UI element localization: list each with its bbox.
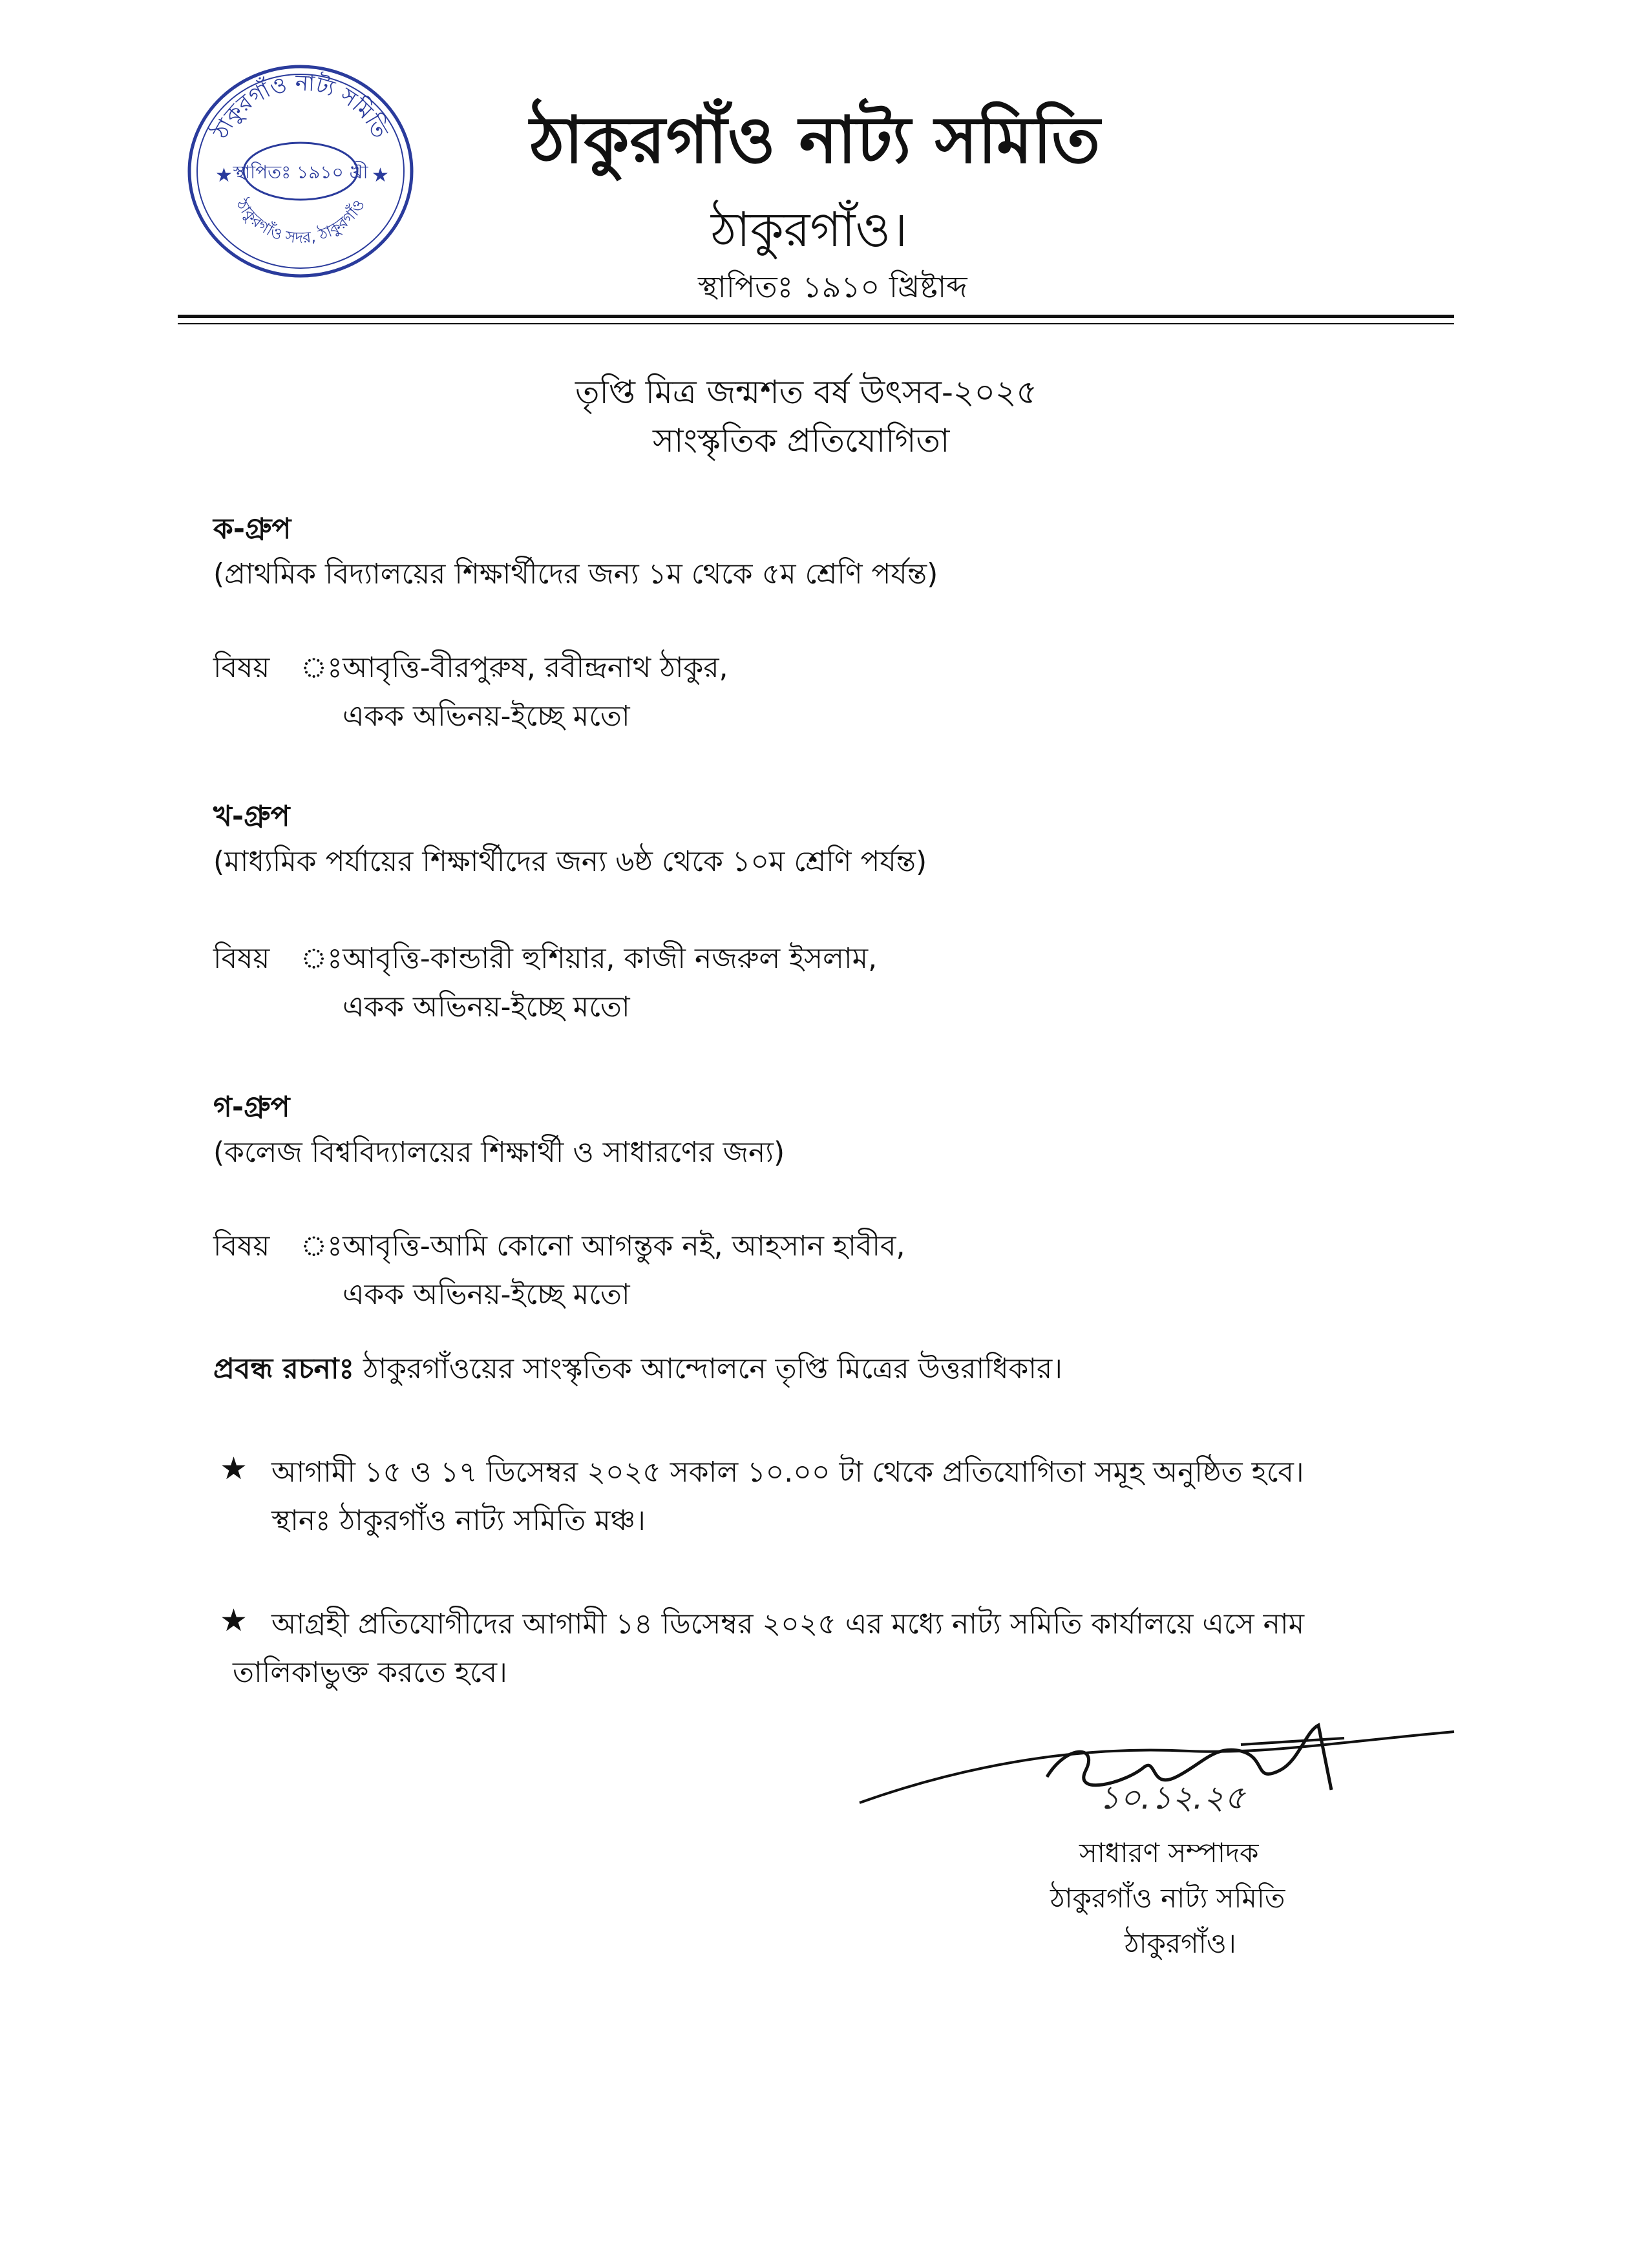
event-title: তৃপ্তি মিত্র জন্মশত বর্ষ উৎসব-২০২৫ xyxy=(575,373,1037,411)
group-b-description: (মাধ্যমিক পর্যায়ের শিক্ষার্থীদের জন্য ৬ষ্ঠ থেকে ১০ম শ্রেণি পর্যন্ত) xyxy=(213,845,927,878)
group-b-title: খ-গ্রুপ xyxy=(213,800,290,833)
header-divider-thick xyxy=(178,315,1454,318)
essay-topic xyxy=(213,1347,1062,1394)
header-divider-thin xyxy=(178,323,1454,324)
seal-center-text: স্থাপিতঃ ১৯১০ খ্রী xyxy=(233,162,368,183)
group-a-subject-colon: ঃ xyxy=(301,651,343,684)
svg-text:ঠাকুরগাঁও সদর, ঠাকুরগাঁও xyxy=(232,195,368,247)
group-c-subject-line-1: আবৃত্তি-আমি কোনো আগন্তুক নই, আহসান হাবীব, xyxy=(343,1230,905,1263)
group-a-title: ক-গ্রুপ xyxy=(213,512,291,545)
note-1-line-1: আগামী ১৫ ও ১৭ ডিসেম্বর ২০২৫ সকাল ১০.০০ টা থেকে প্রতিযোগিতা সমূহ অনুষ্ঠিত হবে। xyxy=(271,1456,1304,1489)
group-b-subject-line-2: একক অভিনয়-ইচ্ছে মতো xyxy=(343,991,630,1024)
essay-text: ঠাকুরগাঁওয়ের সাংস্কৃতিক আন্দোলনে তৃপ্তি মিত্রের উত্তরাধিকার। xyxy=(363,1352,1062,1385)
group-c-description: (কলেজ বিশ্ববিদ্যালয়ের শিক্ষার্থী ও সাধারণের জন্য) xyxy=(213,1136,785,1169)
group-c-title: গ-গ্রুপ xyxy=(213,1091,290,1124)
seal-bottom-text: ঠাকুরগাঁও সদর, ঠাকুরগাঁও xyxy=(232,196,368,247)
group-a-description: (প্রাথমিক বিদ্যালয়ের শিক্ষার্থীদের জন্য ১ম থেকে ৫ম শ্রেণি পর্যন্ত) xyxy=(213,558,938,591)
note-2-line-1: আগ্রহী প্রতিযোগীদের আগামী ১৪ ডিসেম্বর ২০২৫ এর মধ্যে নাট্য সমিতি কার্যালয়ে এসে নাম xyxy=(271,1608,1305,1641)
group-a-subject-line-2: একক অভিনয়-ইচ্ছে মতো xyxy=(343,700,630,733)
star-bullet-icon: ★ xyxy=(220,1602,248,1639)
organization-seal xyxy=(184,61,417,281)
signatory-organization: ঠাকুরগাঁও নাট্য সমিতি xyxy=(1050,1882,1285,1914)
note-2-line-2: তালিকাভুক্ত করতে হবে। xyxy=(233,1656,507,1689)
seal-star-right-icon: ★ xyxy=(372,164,389,187)
seal-star-left-icon: ★ xyxy=(215,164,233,187)
organization-city: ঠাকুরগাঁও। xyxy=(711,202,908,258)
svg-text:ঠাকুরগাঁও নাট্য সমিতি xyxy=(206,70,393,143)
group-a-subject-label: বিষয় xyxy=(213,651,270,684)
event-subtitle: সাংস্কৃতিক প্রতিযোগিতা xyxy=(653,422,950,459)
group-c-subject-line-2: একক অভিনয়-ইচ্ছে মতো xyxy=(343,1278,630,1311)
seal-ring-text: ঠাকুরগাঁও নাট্য সমিতি xyxy=(207,70,394,143)
handwritten-date: ১০.১২.২৫ xyxy=(1099,1779,1245,1816)
group-a-subject-line-1: আবৃত্তি-বীরপুরুষ, রবীন্দ্রনাথ ঠাকুর, xyxy=(343,651,728,684)
essay-label: প্রবন্ধ রচনাঃ xyxy=(213,1352,354,1385)
signatory-city: ঠাকুরগাঁও। xyxy=(1125,1927,1236,1959)
star-bullet-icon: ★ xyxy=(220,1451,248,1487)
group-c-subject-colon: ঃ xyxy=(301,1230,343,1263)
group-c-subject-label: বিষয় xyxy=(213,1230,270,1263)
signatory-designation: সাধারণ সম্পাদক xyxy=(1079,1837,1259,1869)
group-b-subject-colon: ঃ xyxy=(301,942,343,975)
founded-line: স্থাপিতঃ ১৯১০ খ্রিষ্টাব্দ xyxy=(698,269,967,304)
organization-name: ঠাকুরগাঁও নাট্য সমিতি xyxy=(530,102,1101,178)
note-1-line-2: স্থানঃ ঠাকুরগাঁও নাট্য সমিতি মঞ্চ। xyxy=(271,1504,646,1537)
group-b-subject-line-1: আবৃত্তি-কান্ডারী হুশিয়ার, কাজী নজরুল ইসলাম, xyxy=(343,942,878,975)
group-b-subject-label: বিষয় xyxy=(213,942,270,975)
